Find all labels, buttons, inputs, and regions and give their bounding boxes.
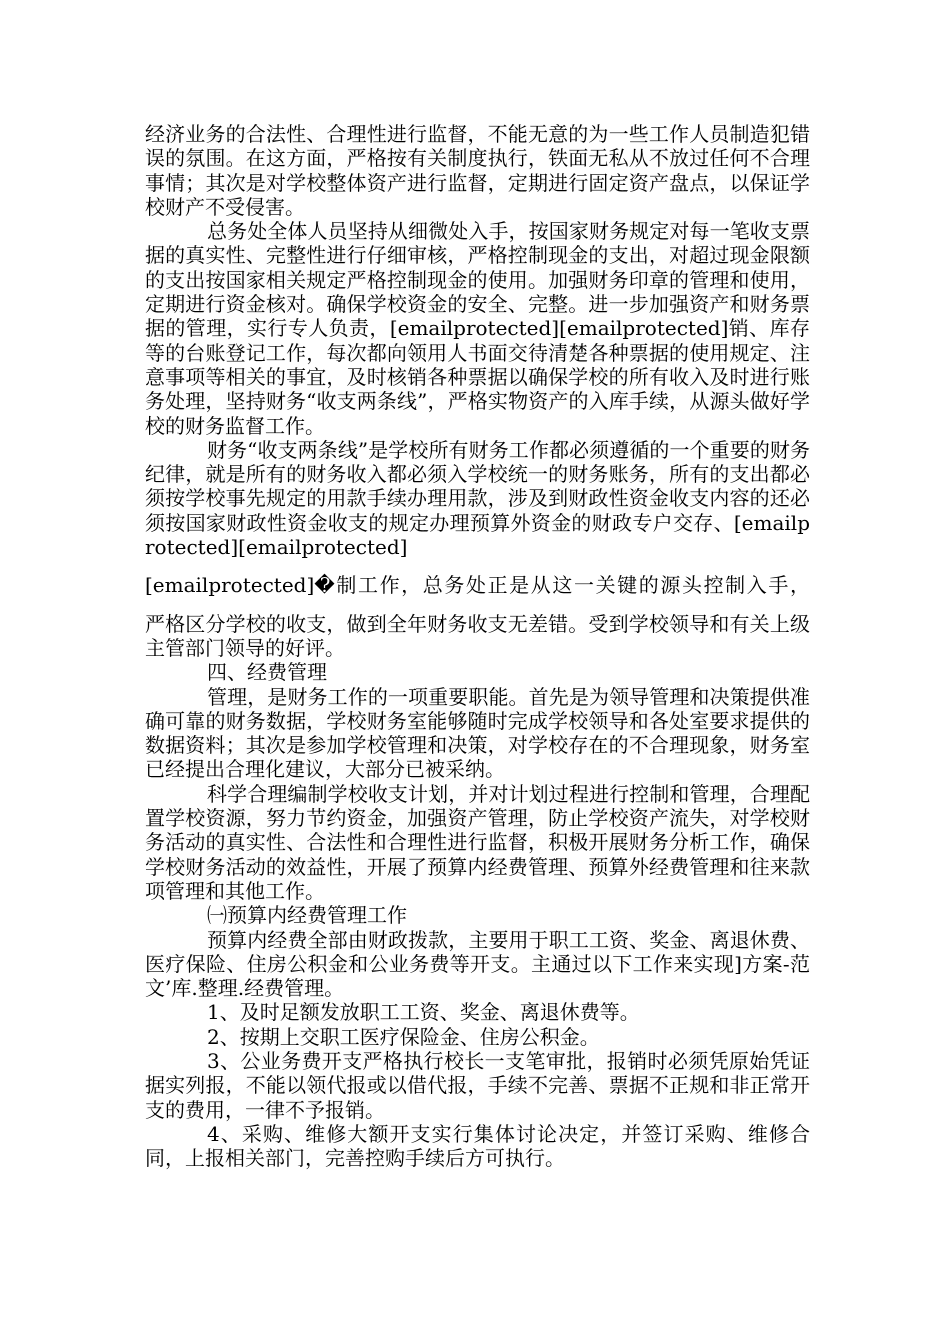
subsection-heading-budget: ㈠预算内经费管理工作 [207,903,407,928]
list-item-1: 1、及时足额发放职工工资、奖金、离退休费等。 [207,1000,640,1025]
paragraph-supervision: 经济业务的合法性、合理性进行监督，不能无意的为一些工作人员制造犯错误的氛围。在这方面，严格按有关制度执行，铁面无私从不放过任何不合理事情；其次是对学校整体资产进行监督，定期进行固定资产盘点，以保证学校财产不受侵害。 [145,122,810,219]
paragraph-general-affairs: 总务处全体人员坚持从细微处入手，按国家财务规定对每一笔收支票据的真实性、完整性进行仔细审核，严格控制现金的支出，对超过现金限额的支出按国家相关规定严格控制现金的使用。加强财务印章的管理和使用，定期进行资金核对。确保学校资金的安全、完整。进一步加强资产和财务票据的管理，实行专人负责，[emailprotected][emailprotected]销、库存等的台账登记工作，每次都向领用人书面交待清楚各种票据的使用规定、注意事项等相关的事宜，及时核销各种票据以确保学校的所有收入及时进行账务处理，坚持财务“收支两条线”，严格实物资产的入库手续，从源头做好学校的财务监督工作。 [145,219,810,438]
document-page [145,122,810,1170]
paragraph-management: 管理，是财务工作的一项重要职能。首先是为领导管理和决策提供准确可靠的财务数据，学校财务室能够随时完成学校领导和各处室要求提供的数据资料；其次是参加学校管理和决策，对学校存在的不合理现象，财务室已经提出合理化建议，大部分已被采纳。 [145,684,810,782]
paragraph-budget-funds: 预算内经费全部由财政拨款，主要用于职工工资、奖金、离退休费、医疗保险、住房公积金和公业务费等开支。主通过以下工作来实现]方案-范文’库.整理.经费管理。 [145,927,810,1001]
list-item-3: 3、公业务费开支严格执行校长一支笔审批，报销时必须凭原始凭证据实列报，不能以领代报或以借代报，手续不完善、票据不正规和非正常开支的费用，一律不予报销。 [145,1048,810,1122]
section-heading-funds: 四、经费管理 [207,660,327,685]
list-item-4: 4、采购、维修大额开支实行集体讨论决定，并签订采购、维修合同，上报相关部门，完善控购手续后方可执行。 [145,1121,810,1171]
paragraph-planning: 科学合理编制学校收支计划，并对计划过程进行控制和管理，合理配置学校资源，努力节约资金，加强资产管理，防止学校资产流失，对学校财务活动的真实性、合法性和合理性进行监督，积极开展财务分析工作，确保学校财务活动的效益性，开展了预算内经费管理、预算外经费管理和往来款项管理和其他工作。 [145,781,810,903]
paragraph-two-lines-a: 财务“收支两条线”是学校所有财务工作都必须遵循的一个重要的财务纪律，就是所有的财务收入都必须入学校统一的财务账务，所有的支出都必须按学校事先规定的用款手续办理用款，涉及到财政性资金收支内容的还必须按国家财政性资金收支的规定办理预算外资金的财政专户交存、[emailprotected][emailprotected] [145,437,810,560]
list-item-2: 2、按期上交职工医疗保险金、住房公积金。 [207,1024,600,1049]
paragraph-two-lines-c: 严格区分学校的收支，做到全年财务收支无差错。受到学校领导和有关上级主管部门领导的好评。 [145,611,810,660]
paragraph-two-lines-b: [emailprotected]�制工作，总务处正是从这一关键的源头控制入手， [145,573,810,598]
